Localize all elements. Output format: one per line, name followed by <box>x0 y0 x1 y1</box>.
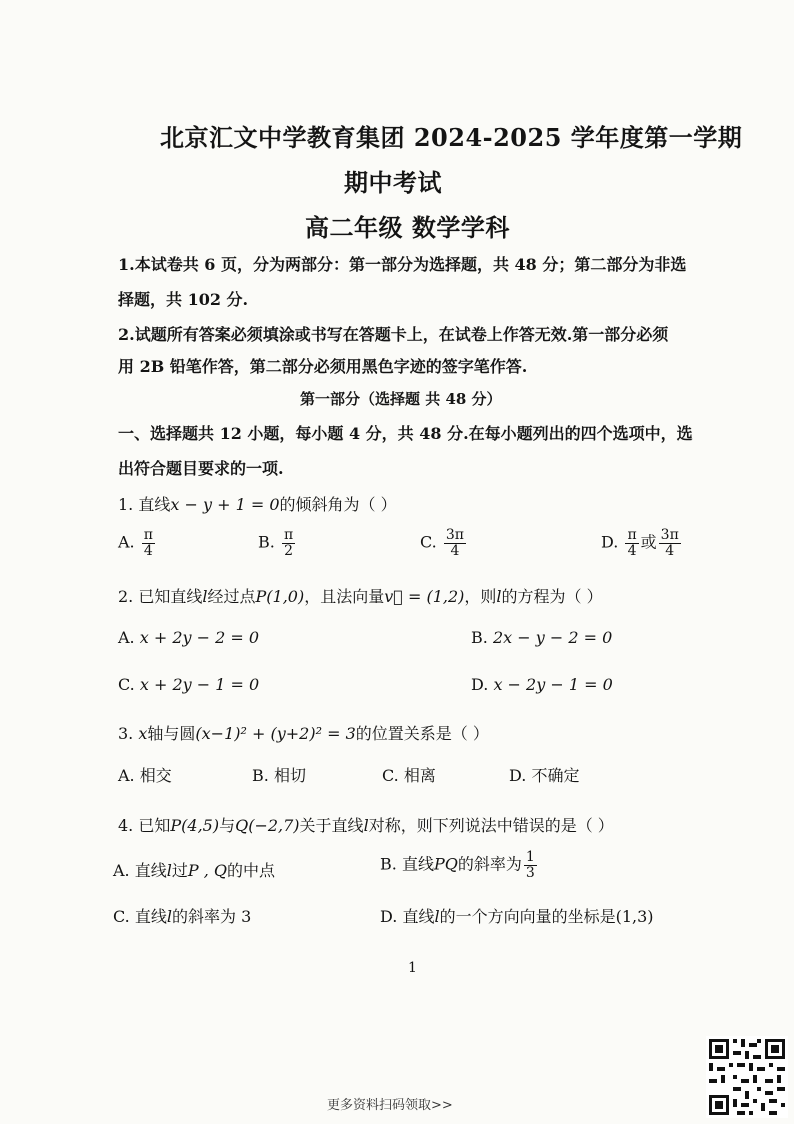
q4-option-c <box>113 904 251 927</box>
line-symbol: l <box>363 816 369 835</box>
question-text: 的倾斜角为（ ） <box>279 495 397 514</box>
option-label: B. <box>471 628 488 647</box>
option-label: B. <box>380 854 397 874</box>
part1-heading: 第一部分（选择题 共 48 分） <box>300 390 502 408</box>
note-1-line-1: 1.本试卷共 6 页，分为两部分：第一部分为选择题，共 48 分；第二部分为非选 <box>118 255 687 274</box>
q2-option-b <box>471 628 612 647</box>
question-text: 经过点 <box>207 587 256 606</box>
segment-pq: PQ <box>433 854 458 874</box>
page-number: 1 <box>408 960 417 976</box>
point-p: P(4,5) <box>170 816 220 835</box>
q2-option-a <box>118 628 259 647</box>
denominator: 4 <box>450 542 460 559</box>
option-label: A. <box>118 532 135 552</box>
question-text: 关于直线 <box>299 816 364 835</box>
normal-vector: v⃗ = (1,2) <box>384 587 465 606</box>
question-4 <box>118 813 614 836</box>
qr-code-icon[interactable] <box>706 1036 788 1118</box>
question-text: 与 <box>219 816 236 835</box>
fraction <box>659 528 681 558</box>
q4-option-b <box>380 850 539 880</box>
note-2-line-2: 用 2B 铅笔作答，第二部分必须用黑色字迹的签字笔作答. <box>118 357 528 376</box>
option-text: 直线 <box>402 907 435 926</box>
denominator: 4 <box>665 542 675 559</box>
denominator: 4 <box>143 542 153 559</box>
fraction <box>282 528 295 558</box>
question-2 <box>118 584 603 607</box>
numerator: 3π <box>660 527 679 543</box>
question-number: 2. <box>118 587 134 606</box>
option-text: 的斜率为 3 <box>172 907 252 926</box>
option-text: 相离 <box>403 766 436 785</box>
option-label: D. <box>380 907 398 926</box>
numerator: 3π <box>445 527 464 543</box>
q1-option-b <box>258 528 297 558</box>
option-label: C. <box>113 907 130 926</box>
option-text: 不确定 <box>531 766 580 785</box>
q2-option-d <box>471 675 613 694</box>
question-text: 对称，则下列说法中错误的是（ ） <box>368 816 614 835</box>
line-symbol: l <box>166 907 172 926</box>
option-label: D. <box>509 766 527 785</box>
x-symbol: x <box>138 724 148 743</box>
footer-text[interactable]: 更多资料扫码领取>> <box>327 1098 453 1113</box>
equation: x − y + 1 = 0 <box>170 495 280 514</box>
option-text: 相交 <box>139 766 172 785</box>
note-2-line-1: 2.试题所有答案必须填涂或书写在答题卡上，在试卷上作答无效.第一部分必须 <box>118 325 669 344</box>
q3-option-d <box>509 763 579 786</box>
option-label: B. <box>252 766 269 785</box>
option-text: 过 <box>171 861 188 880</box>
option-text: 的一个方向向量的坐标是 <box>439 907 616 926</box>
q1-option-a <box>118 528 157 558</box>
q1-option-c <box>420 528 468 558</box>
point-q: Q(−2,7) <box>235 816 300 835</box>
q4-option-a <box>113 858 275 881</box>
option-label: A. <box>113 861 130 880</box>
qr-code-graphic <box>706 1036 788 1118</box>
fraction <box>524 850 537 880</box>
direction-vector: (1,3) <box>615 907 654 926</box>
numerator: π <box>143 527 153 543</box>
fraction <box>625 528 638 558</box>
q4-option-d <box>380 904 654 927</box>
question-text: 的方程为（ ） <box>501 587 603 606</box>
numerator: 1 <box>525 849 535 865</box>
exam-grade-subject: 高二年级 数学学科 <box>305 213 510 242</box>
option-label: C. <box>382 766 399 785</box>
option-label: A. <box>118 766 135 785</box>
exam-title: 北京汇文中学教育集团 2024-2025 学年度第一学期 <box>160 123 743 152</box>
option-text: x + 2y − 2 = 0 <box>139 628 260 647</box>
option-label: C. <box>118 675 135 694</box>
option-text: 直线 <box>134 907 167 926</box>
option-text: 2x − y − 2 = 0 <box>492 628 613 647</box>
q2-option-c <box>118 675 259 694</box>
fraction <box>444 528 466 558</box>
part1-intro-line-2: 出符合题目要求的一项. <box>118 459 284 478</box>
or-text: 或 <box>640 532 657 552</box>
question-text: ，且法向量 <box>304 587 385 606</box>
option-text: 直线 <box>134 861 167 880</box>
question-text: 已知 <box>138 816 171 835</box>
q3-option-a <box>118 763 172 786</box>
option-text: 的斜率为 <box>457 854 522 874</box>
q3-option-c <box>382 763 436 786</box>
question-number: 4. <box>118 816 134 835</box>
part1-intro-line-1: 一、选择题共 12 小题，每小题 4 分，共 48 分.在每小题列出的四个选项中，选 <box>118 424 693 443</box>
question-1 <box>118 492 397 515</box>
option-label: D. <box>471 675 489 694</box>
denominator: 3 <box>525 864 535 881</box>
question-text: 直线 <box>138 495 171 514</box>
question-3 <box>118 721 489 744</box>
question-text: ，则 <box>464 587 497 606</box>
fraction <box>142 528 155 558</box>
question-text: 的位置关系是（ ） <box>355 724 489 743</box>
option-label: A. <box>118 628 135 647</box>
option-text: 直线 <box>401 854 434 874</box>
denominator: 2 <box>284 542 293 559</box>
numerator: π <box>283 527 294 543</box>
numerator: π <box>627 527 637 543</box>
denominator: 4 <box>627 542 637 559</box>
question-text: 轴与圆 <box>147 724 196 743</box>
line-symbol: l <box>496 587 502 606</box>
circle-equation: (x−1)² + (y+2)² = 3 <box>195 724 356 743</box>
line-symbol: l <box>202 587 208 606</box>
option-text: x − 2y − 1 = 0 <box>493 675 613 694</box>
note-1-line-2: 择题，共 102 分. <box>118 290 249 309</box>
option-text: x + 2y − 1 = 0 <box>139 675 260 694</box>
q3-option-b <box>252 763 306 786</box>
points: P , Q <box>187 861 228 880</box>
question-number: 3. <box>118 724 134 743</box>
line-symbol: l <box>434 907 440 926</box>
q1-option-d <box>601 528 683 558</box>
exam-subtitle: 期中考试 <box>344 168 442 197</box>
point: P(1,0) <box>255 587 305 606</box>
question-number: 1. <box>118 495 134 514</box>
option-label: C. <box>420 532 437 552</box>
option-label: D. <box>601 532 619 552</box>
question-text: 已知直线 <box>138 587 203 606</box>
option-text: 的中点 <box>227 861 276 880</box>
line-symbol: l <box>166 861 172 880</box>
option-label: B. <box>258 532 275 552</box>
option-text: 相切 <box>273 766 306 785</box>
